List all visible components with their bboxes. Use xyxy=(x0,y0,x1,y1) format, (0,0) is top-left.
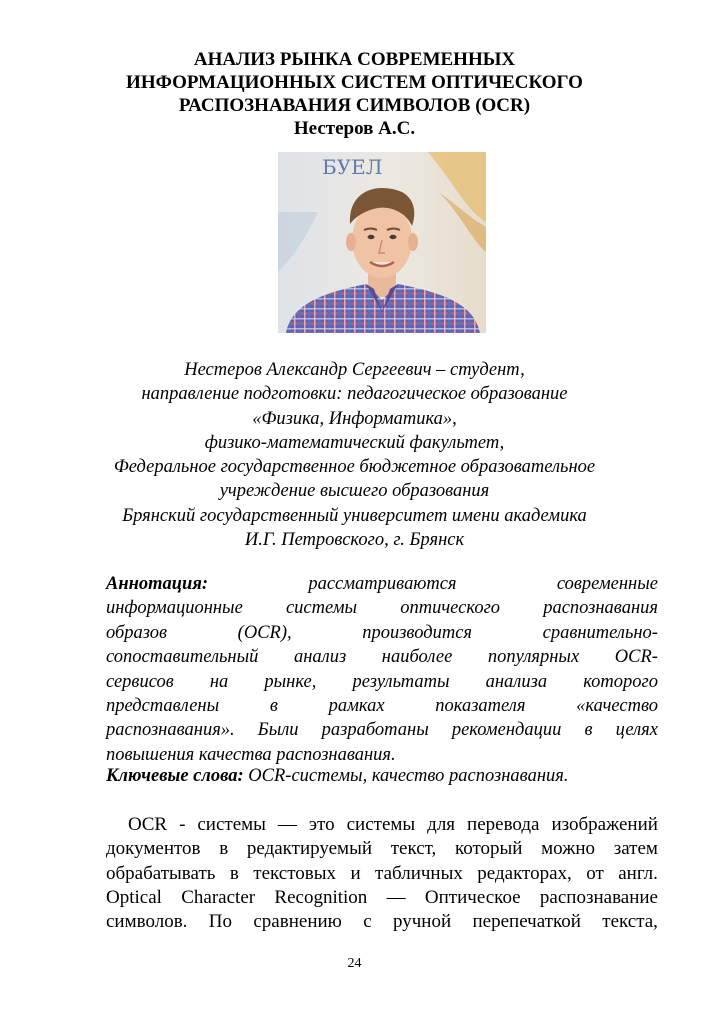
body-word: - xyxy=(179,814,186,835)
body-word: табличных xyxy=(375,862,463,884)
body-word: это xyxy=(308,814,335,835)
body-word: который xyxy=(454,838,523,860)
abstract-word: оптического xyxy=(400,598,501,619)
abstract-line xyxy=(106,621,658,645)
body-word: — xyxy=(277,814,297,835)
keywords-text: OCR-системы, качество распознавания. xyxy=(243,766,569,786)
body-word: — xyxy=(386,886,406,908)
body-word: сравнению xyxy=(253,911,342,933)
affiliation-line: И.Г. Петровского, г. Брянск xyxy=(244,530,465,551)
body-word: текста, xyxy=(602,911,658,933)
body-line xyxy=(106,886,658,910)
abstract-line xyxy=(106,572,658,596)
abstract-word: Были xyxy=(257,720,299,741)
body-word: редактируемый xyxy=(246,838,373,860)
abstract-word: целях xyxy=(615,720,658,741)
abstract-line xyxy=(106,694,658,718)
body-word: можно xyxy=(541,838,596,860)
body-line xyxy=(106,910,658,934)
body-word: текст, xyxy=(390,838,437,860)
author-affiliation xyxy=(60,358,649,552)
title-line: АНАЛИЗ РЫНКА СОВРЕМЕННЫХ xyxy=(193,49,516,70)
body-word: системы xyxy=(197,814,266,835)
abstract-word: результаты xyxy=(352,671,450,692)
abstract-word: распознавания». xyxy=(106,720,235,741)
abstract-word: разработаны xyxy=(321,720,429,741)
body-word: изображений xyxy=(551,814,658,835)
abstract-word: популярных xyxy=(487,647,580,668)
body-word: Recognition xyxy=(274,886,368,908)
title-line: ИНФОРМАЦИОННЫХ СИСТЕМ ОПТИЧЕСКОГО xyxy=(126,72,583,93)
abstract-word: сопоставительный xyxy=(106,647,259,668)
abstract-word: сервисов xyxy=(106,671,174,692)
body-word: в xyxy=(219,838,229,860)
abstract-word: распознавания xyxy=(543,598,658,619)
body-word: текстовых xyxy=(253,862,336,884)
abstract-line xyxy=(106,645,658,669)
abstract-label: Аннотация: xyxy=(106,574,209,594)
abstract-word: повышения качества распознавания. xyxy=(106,744,396,765)
affiliation-line: Федеральное государственное бюджетное образовательное xyxy=(113,457,596,478)
body-word: перевода xyxy=(467,814,540,835)
abstract-word: OCR- xyxy=(614,647,658,668)
body-word: с xyxy=(363,911,372,933)
body-word: системы xyxy=(346,814,416,835)
body-word: распознавание xyxy=(539,886,658,908)
body-word: По xyxy=(208,911,233,933)
abstract-word: представлены xyxy=(106,696,220,717)
abstract-line xyxy=(106,718,658,742)
abstract-word: показателя xyxy=(435,696,526,717)
body-line xyxy=(106,813,658,837)
abstract-line xyxy=(106,670,658,694)
article-title xyxy=(60,48,649,140)
abstract xyxy=(106,572,658,767)
body-word: в xyxy=(229,862,239,884)
abstract-word: рекомендации xyxy=(451,720,562,741)
body-word: для xyxy=(427,814,456,835)
abstract-word: анализ xyxy=(293,647,347,668)
page-number: 24 xyxy=(347,956,362,971)
abstract-word: рынке, xyxy=(264,671,317,692)
title-line: РАСПОЗНАВАНИЯ СИМВОЛОВ (OCR) xyxy=(178,95,531,116)
affiliation-line: физико-математический факультет, xyxy=(204,432,505,453)
body-word: обрабатывать xyxy=(106,862,216,884)
abstract-word: системы xyxy=(285,598,358,619)
affiliation-line: «Физика, Информатика», xyxy=(252,408,457,429)
body-line xyxy=(106,862,658,886)
author-photo xyxy=(278,152,486,333)
body-word: и xyxy=(350,862,361,884)
author-name: Нестеров А.С. xyxy=(293,118,416,139)
body-line xyxy=(106,837,658,861)
abstract-word: сравнительно- xyxy=(542,622,658,643)
abstract-word: образов xyxy=(106,622,168,643)
body-word: документов xyxy=(106,838,201,860)
affiliation-line: Нестеров Александр Сергеевич – студент, xyxy=(184,360,525,380)
body-word: символов. xyxy=(106,911,188,933)
keywords xyxy=(106,764,666,788)
abstract-line xyxy=(106,596,658,620)
abstract-word: которого xyxy=(583,671,658,692)
body-word: Optical xyxy=(106,886,162,908)
abstract-word: рассматриваются xyxy=(308,574,457,594)
abstract-word: рамках xyxy=(328,696,385,717)
body-text xyxy=(106,813,658,934)
affiliation-line: направление подготовки: педагогическое образование xyxy=(141,384,568,405)
abstract-word: в xyxy=(269,696,278,717)
keywords-label: Ключевые слова: xyxy=(106,766,244,786)
body-word: ручной xyxy=(393,911,452,933)
abstract-word: (OCR), xyxy=(237,622,292,643)
body-word: перепечаткой xyxy=(472,911,581,933)
abstract-word: наиболее xyxy=(381,647,453,668)
abstract-word: в xyxy=(584,720,593,741)
body-word: Character xyxy=(181,886,256,908)
abstract-word: информационные xyxy=(106,598,243,619)
affiliation-line: учреждение высшего образования xyxy=(219,481,490,502)
body-word: от xyxy=(586,862,604,884)
abstract-word: производится xyxy=(362,622,473,643)
body-word: англ. xyxy=(618,862,658,884)
affiliation-line: Брянский государственный университет имени академика xyxy=(122,505,587,526)
body-word: редакторах, xyxy=(477,862,572,884)
abstract-word: современные xyxy=(556,574,658,594)
abstract-word: анализа xyxy=(485,671,548,692)
abstract-word: «качество xyxy=(576,696,658,717)
body-word: Оптическое xyxy=(424,886,521,908)
photo-background-sign: БУЕЛ xyxy=(322,155,383,179)
abstract-word: на xyxy=(209,671,229,692)
body-word: OCR xyxy=(128,814,168,835)
body-word: затем xyxy=(613,838,658,860)
